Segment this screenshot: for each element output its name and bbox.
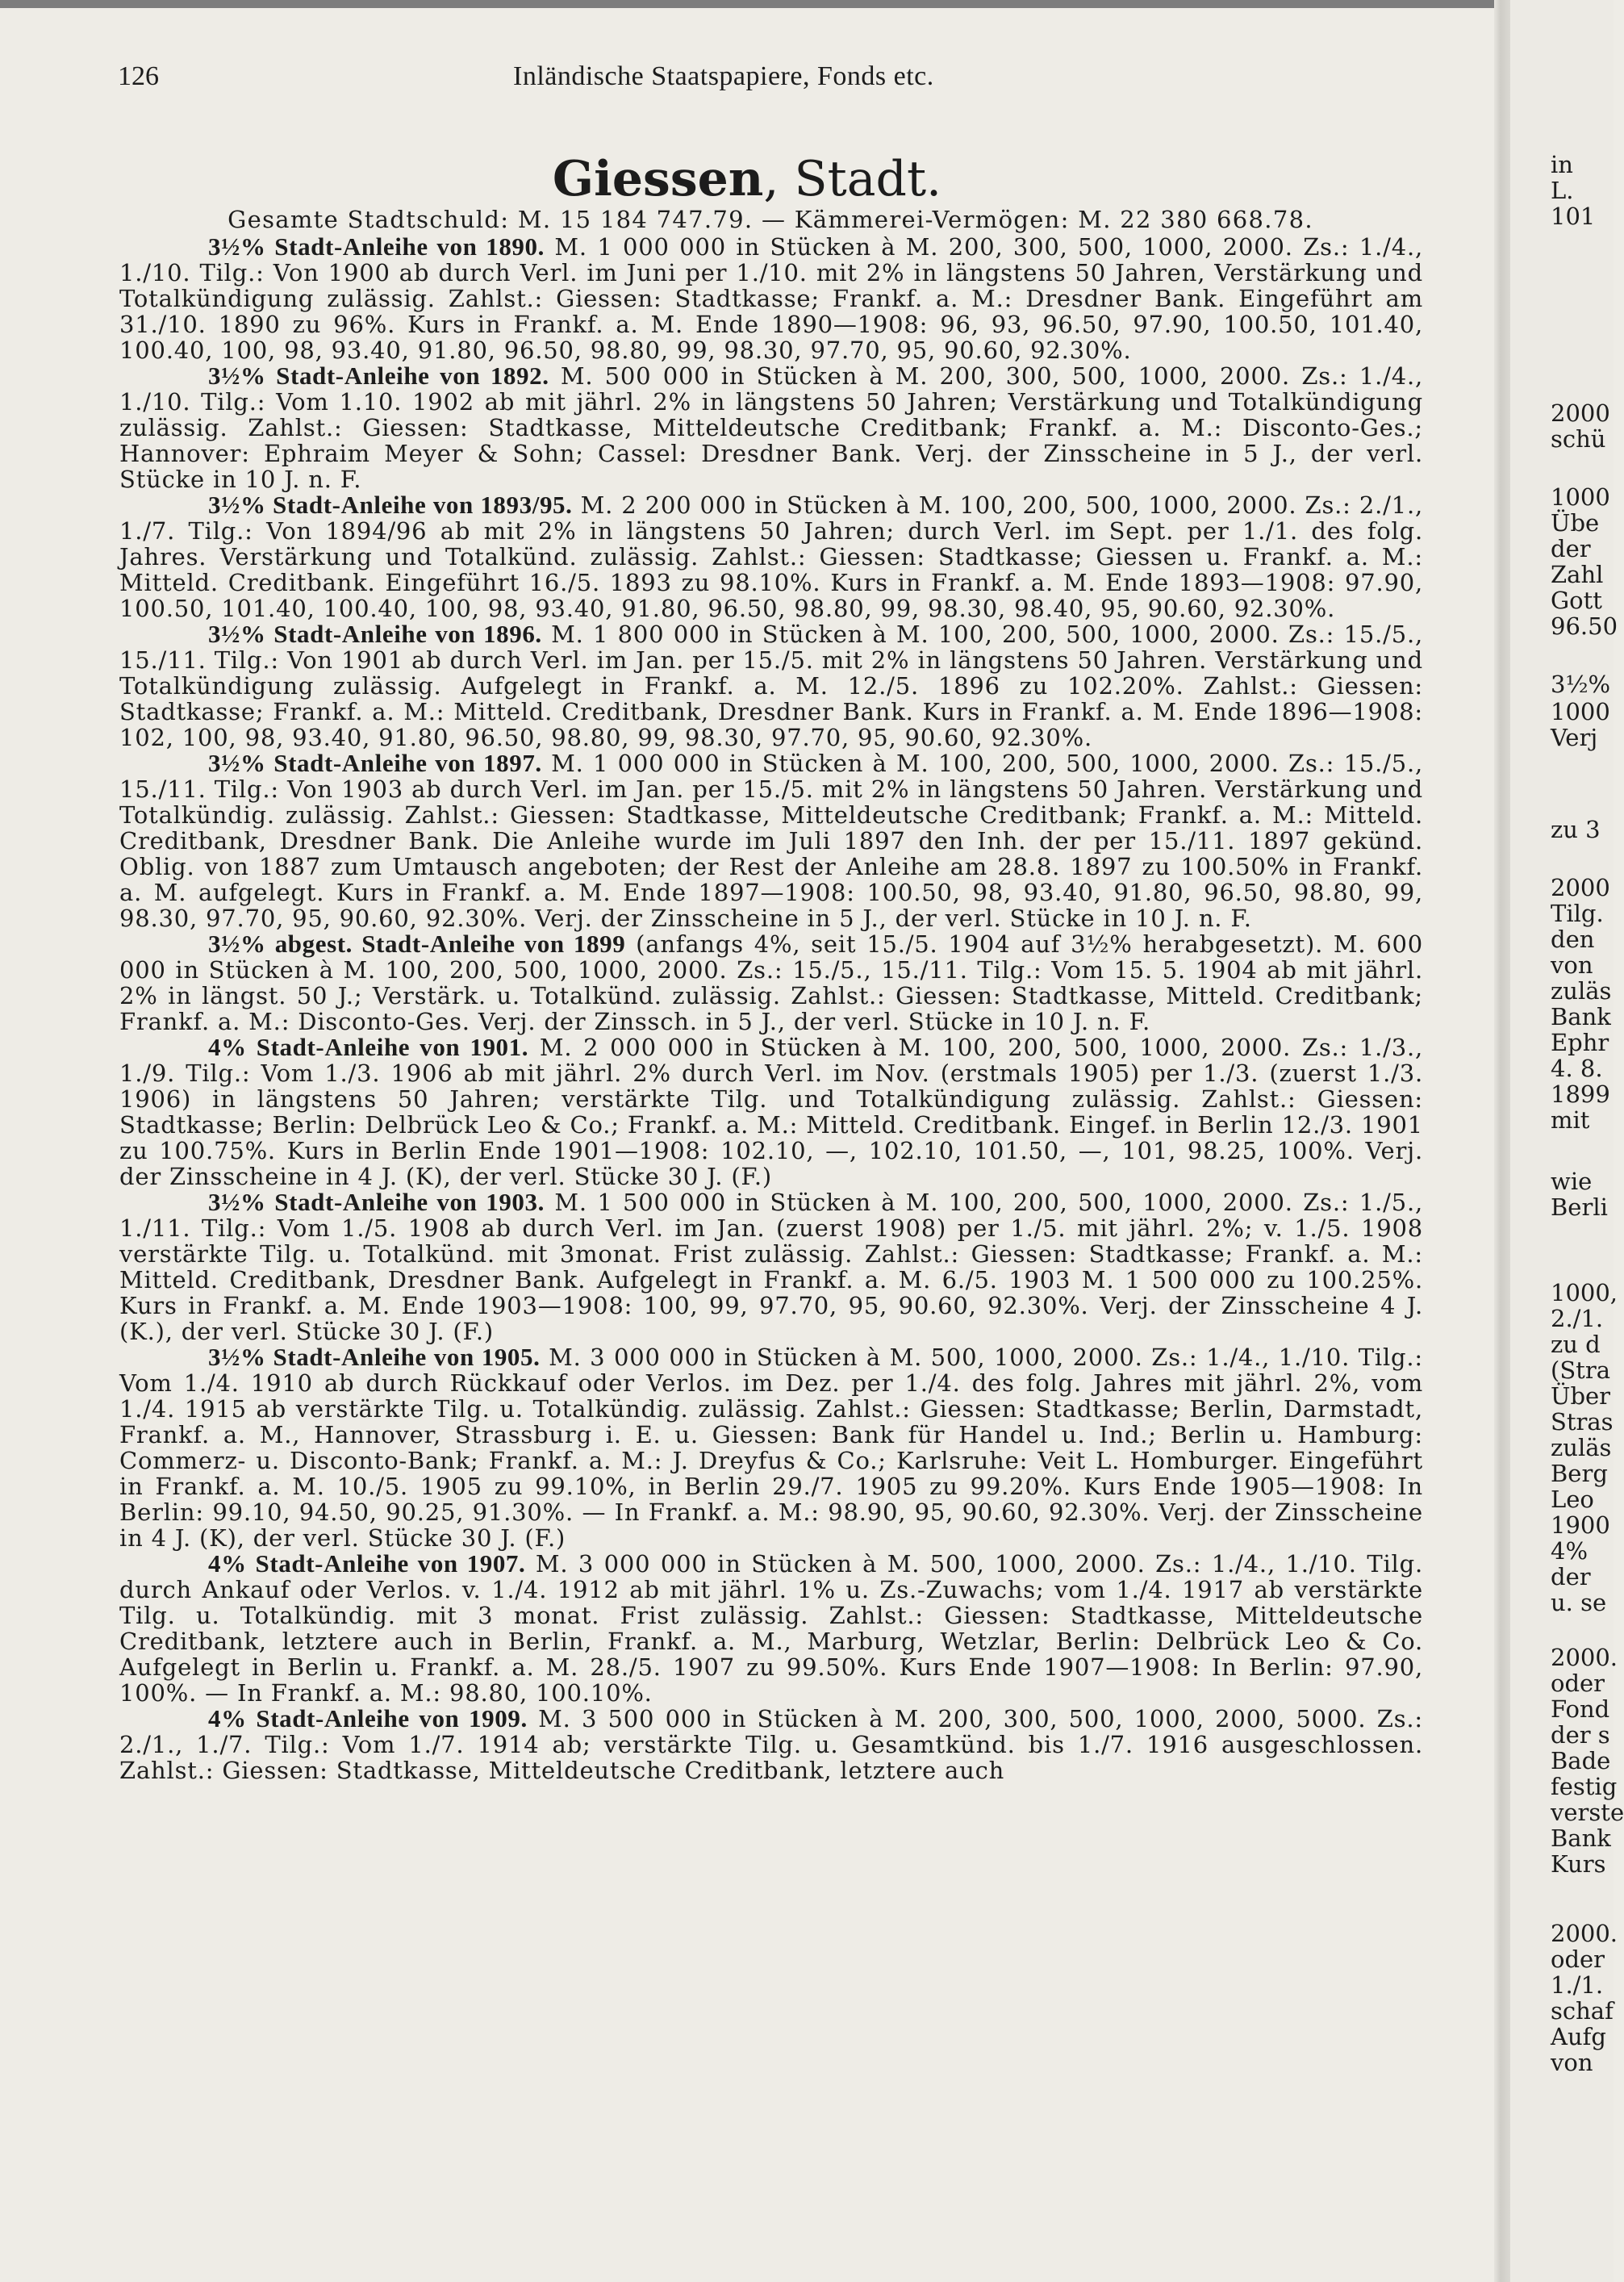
debt-summary: Gesamte Stadtschuld: M. 15 184 747.79. — Kämmerei-Vermögen: M. 22 380 668.78. <box>228 206 1313 233</box>
loan-text: M. 500 000 in Stücken à M. 200, 300, 500, 1000, 2000. Zs.: 1./4., 1./10. Tilg.: Vom 1.10. 1902 ab mit jährl. 2% in längstens 50 Jahren; Verstärkung und Totalkündigung zulässig. Zahlst.: Giessen: Stadtkasse, Mitteldeutsche Creditbank; Frankf. a. M.: Disconto-Ges.; Hannover: Ephraim Meyer & Sohn; Cassel: Dresdner Bank. Verj. der Zinsscheine in 5 J., der verl. Stücke in 10 J. n. F. <box>119 362 1423 493</box>
loan-entry <box>119 363 1423 492</box>
loan-entry <box>119 1344 1423 1551</box>
next-page-fragment: Gott <box>1551 587 1602 614</box>
loan-heading: 3½% Stadt-Anleihe von 1903. <box>208 1188 545 1216</box>
loan-entry <box>119 931 1423 1034</box>
section-title-city: Giessen <box>552 151 764 207</box>
loan-entry <box>119 234 1423 363</box>
next-page-fragment: 2./1. <box>1551 1305 1604 1332</box>
loan-entry <box>119 492 1423 621</box>
loan-entry <box>119 1706 1423 1783</box>
loan-text: M. 2 000 000 in Stücken à M. 100, 200, 500, 1000, 2000. Zs.: 1./3., 1./9. Tilg.: Vom 1./3. 1906 ab mit jährl. 2% durch Verl. im Nov. (erstmals 1905) per 1./3. (zuerst 1./3. 1906) in längstens 50 Jahren; verstärkte Tilg. und Totalkündigung zulässig. Zahlst.: Giessen: Stadtkasse; Berlin: Delbrück Leo & Co.; Frankf. a. M.: Mitteld. Creditbank. Eingef. in Berlin 12./3. 1901 zu 100.75%. Kurs in Berlin Ende 1901—1908: 102.10, —, 102.10, 101.50, —, 101, 98.25, 100%. Verj. der Zinsscheine in 4 J. (K), der verl. Stücke 30 J. (F.) <box>119 1034 1423 1190</box>
loan-heading: 3½% abgest. Stadt-Anleihe von 1899 <box>208 930 626 958</box>
next-page-fragment: festig <box>1551 1773 1618 1800</box>
loan-text: M. 1 000 000 in Stücken à M. 100, 200, 500, 1000, 2000. Zs.: 15./5., 15./11. Tilg.: Von 1903 ab durch Verl. im Jan. per 15./5. mit 2% in längstens 50 Jahren. Verstärkung und Totalkündig. zulässig. Zahlst.: Giessen: Stadtkasse, Mitteldeutsche Creditbank; Frankf. a. M.: Mitteld. Creditbank, Dresdner Bank. Die Anleihe wurde im Juli 1897 den Inh. der per 15./11. 1897 gekünd. Oblig. von 1887 zum Umtausch angeboten; der Rest der Anleihe am 28.8. 1897 zu 100.50% in Frankf. a. M. aufgelegt. Kurs in Frankf. a. M. Ende 1897—1908: 100.50, 98, 93.40, 91.80, 96.50, 98.80, 99, 98.30, 97.70, 95, 90.60, 92.30%. Verj. der Zinsscheine in 5 J., der verl. Stücke in 10 J. n. F. <box>119 750 1423 932</box>
running-head: Inländische Staatspapiere, Fonds etc. <box>513 61 934 91</box>
book-gutter <box>1494 0 1510 2282</box>
next-page-fragment: Berg <box>1551 1460 1608 1487</box>
section-title-suffix: , Stadt. <box>763 151 942 207</box>
loan-entry <box>119 1189 1423 1344</box>
next-page-fragment: Ephr <box>1551 1029 1609 1056</box>
next-page-fragment: zu 3 <box>1551 816 1601 843</box>
section-title <box>0 150 1494 208</box>
next-page-fragment: 101 <box>1551 203 1596 230</box>
next-page-fragment: von <box>1551 2049 1593 2076</box>
next-page-fragment: Kurs <box>1551 1850 1606 1878</box>
next-page-fragment: Bade <box>1551 1747 1611 1774</box>
loan-heading: 3½% Stadt-Anleihe von 1896. <box>208 620 542 648</box>
loan-text: M. 1 000 000 in Stücken à M. 200, 300, 500, 1000, 2000. Zs.: 1./4., 1./10. Tilg.: Von 1900 ab durch Verl. im Juni per 1./10. mit 2% in längstens 50 Jahren, Verstärkung und Totalkündigung zulässig. Zahlst.: Giessen: Stadtkasse; Frankf. a. M.: Dresdner Bank. Eingeführt am 31./10. 1890 zu 96%. Kurs in Frankf. a. M. Ende 1890—1908: 96, 93, 96.50, 97.90, 100.50, 101.40, 100.40, 100, 98, 93.40, 91.80, 96.50, 98.80, 99, 98.30, 97.70, 95, 90.60, 92.30%. <box>119 233 1423 364</box>
next-page-fragment: 1899 <box>1551 1080 1610 1108</box>
next-page-fragment: L. <box>1551 177 1574 204</box>
next-page-fragment: verste <box>1551 1799 1624 1826</box>
next-page-fragment: 4% <box>1551 1537 1589 1565</box>
loan-heading: 3½% Stadt-Anleihe von 1905. <box>208 1343 541 1371</box>
next-page-fragment: 1000 <box>1551 483 1610 511</box>
next-page-fragment: (Stra <box>1551 1356 1610 1384</box>
next-page-fragment: Aufg <box>1551 2023 1606 2050</box>
loan-heading: 3½% Stadt-Anleihe von 1890. <box>208 232 545 261</box>
loan-text: (anfangs 4%, seit 15./5. 1904 auf 3½% herabgesetzt). M. 600 000 in Stücken à M. 100, 200, 500, 1000, 2000. Zs.: 15./5., 15./11. Tilg.: Vom 15. 5. 1904 ab mit jährl. 2% in längst. 50 J.; Verstärk. u. Totalkünd. zulässig. Zahlst.: Giessen: Stadtkasse, Mitteld. Creditbank; Frankf. a. M.: Disconto-Ges. Verj. der Zinssch. in 5 J., der verl. Stücke in 10 J. n. F. <box>119 930 1423 1035</box>
next-page-fragment: Stras <box>1551 1408 1614 1436</box>
scan-top-edge <box>0 0 1614 8</box>
next-page-fragment: Leo <box>1551 1486 1594 1513</box>
loan-entry <box>119 1034 1423 1189</box>
next-page-fragment: 4. 8. <box>1551 1055 1603 1082</box>
next-page-fragment: Über <box>1551 1382 1611 1410</box>
next-page-fragment: 3½% <box>1551 671 1611 698</box>
loan-entry <box>119 1551 1423 1706</box>
next-page-fragment: in <box>1551 151 1573 178</box>
next-page-fragment: 96.50 <box>1551 612 1618 640</box>
next-page-fragment: zu d <box>1551 1331 1601 1358</box>
next-page-fragment: Tilg. <box>1551 900 1604 927</box>
next-page-fragment: 2000 <box>1551 874 1610 901</box>
loan-text: M. 2 200 000 in Stücken à M. 100, 200, 500, 1000, 2000. Zs.: 2./1., 1./7. Tilg.: Von 1894/96 ab mit 2% in längstens 50 Jahren; durch Verl. im Sept. per 1./1. des folg. Jahres. Verstärkung und Totalkünd. zulässig. Zahlst.: Giessen: Stadtkasse; Giessen u. Frankf. a. M.: Mitteld. Creditbank. Eingeführt 16./5. 1893 zu 98.10%. Kurs in Frankf. a. M. Ende 1893—1908: 97.90, 100.50, 101.40, 100.40, 100, 98, 93.40, 91.80, 96.50, 98.80, 99, 98.30, 98.40, 95, 90.60, 92.30%. <box>119 491 1423 622</box>
loan-text: M. 3 000 000 in Stücken à M. 500, 1000, 2000. Zs.: 1./4., 1./10. Tilg.: Vom 1./4. 1910 ab durch Rückkauf oder Verlos. im Dez. per 1./4. des folg. Jahres mit jährl. 2%, vom 1./4. 1915 ab verstärkte Tilg. u. Totalkündig. zulässig. Zahlst.: Giessen: Stadtkasse; Berlin, Darmstadt, Frankf. a. M., Hannover, Strassburg i. E. u. Giessen: Bank für Handel u. Ind.; Berlin u. Hamburg: Commerz- u. Disconto-Bank; Frankf. a. M.: J. Dreyfus & Co.; Karlsruhe: Veit L. Homburger. Eingeführt in Frankf. a. M. 10./5. 1905 zu 99.10%, in Berlin 29./7. 1905 zu 99.20%. Kurs Ende 1905—1908: In Berlin: 99.10, 94.50, 90.25, 91.30%. — In Frankf. a. M.: 98.90, 95, 90.60, 92.30%. Verj. der Zinsscheine in 4 J. (K), der verl. Stücke 30 J. (F.) <box>119 1344 1423 1552</box>
next-page-fragment: Berli <box>1551 1193 1608 1221</box>
next-page-fragment: 1000, <box>1551 1279 1618 1306</box>
next-page-fragment: Zahl <box>1551 561 1604 588</box>
loan-text: M. 3 500 000 in Stücken à M. 200, 300, 500, 1000, 2000, 5000. Zs.: 2./1., 1./7. Tilg.: Vom 1./7. 1914 ab; verstärkte Tilg. u. Gesamtkünd. bis 1./7. 1916 ausgeschlossen. Zahlst.: Giessen: Stadtkasse, Mitteldeutsche Creditbank, letztere auch <box>119 1705 1423 1784</box>
loan-text: M. 1 500 000 in Stücken à M. 100, 200, 500, 1000, 2000. Zs.: 1./5., 1./11. Tilg.: Vom 1./5. 1908 ab durch Verl. im Jan. (zuerst 1908) per 1./5. mit jährl. 2%; v. 1./5. 1908 verstärkte Tilg. u. Totalkünd. mit 3monat. Frist zulässig. Zahlst.: Giessen: Stadtkasse; Frankf. a. M.: Mitteld. Creditbank, Dresdner Bank. Aufgelegt in Frankf. a. M. 6./5. 1903 M. 1 500 000 zu 100.25%. Kurs in Frankf. a. M. Ende 1903—1908: 100, 99, 97.70, 95, 90.60, 92.30%. Verj. der Zinsscheine 4 J. (K.), der verl. Stücke 30 J. (F.) <box>119 1189 1423 1345</box>
next-page-fragment: oder <box>1551 1670 1605 1697</box>
loan-text: M. 3 000 000 in Stücken à M. 500, 1000, 2000. Zs.: 1./4., 1./10. Tilg. durch Ankauf oder Verlos. v. 1./4. 1912 ab mit jährl. 1% u. Zs.-Zuwachs; vom 1./4. 1917 ab verstärkte Tilg. u. Totalkündig. mit 3 monat. Frist zulässig. Zahlst.: Giessen: Stadtkasse, Mitteldeutsche Creditbank, letztere auch in Berlin, Frankf. a. M., Marburg, Wetzlar, Berlin: Delbrück Leo & Co. Aufgelegt in Berlin u. Frankf. a. M. 28./5. 1907 zu 99.50%. Kurs Ende 1907—1908: In Berlin: 97.90, 100%. — In Frankf. a. M.: 98.80, 100.10%. <box>119 1550 1424 1707</box>
next-page-fragment: 2000. <box>1551 1920 1618 1947</box>
next-page-fragment: mit <box>1551 1106 1590 1134</box>
next-page-fragment: 2000. <box>1551 1644 1618 1671</box>
next-page-fragment: 2000 <box>1551 399 1610 427</box>
loan-heading: 4% Stadt-Anleihe von 1909. <box>208 1704 528 1732</box>
next-page-fragment: 1000 <box>1551 698 1610 725</box>
next-page-fragment: von <box>1551 951 1593 979</box>
next-page-fragment: zuläs <box>1551 977 1612 1005</box>
loan-heading: 4% Stadt-Anleihe von 1907. <box>208 1549 526 1578</box>
next-page-fragment: der s <box>1551 1721 1610 1749</box>
next-page-fragment: u. se <box>1551 1589 1607 1616</box>
loan-heading: 3½% Stadt-Anleihe von 1893/95. <box>208 491 573 519</box>
next-page-margin <box>1551 0 1624 2282</box>
loan-entry <box>119 621 1423 750</box>
loan-text: M. 1 800 000 in Stücken à M. 100, 200, 500, 1000, 2000. Zs.: 15./5., 15./11. Tilg.: Von 1901 ab durch Verl. im Jan. per 15./5. mit 2% in längstens 50 Jahren. Verstärkung und Totalkündigung zulässig. Aufgelegt in Frankf. a. M. 12./5. 1896 zu 102.20%. Zahlst.: Giessen: Stadtkasse; Frankf. a. M.: Mitteld. Creditbank, Dresdner Bank. Kurs in Frankf. a. M. Ende 1896—1908: 102, 100, 98, 93.40, 91.80, 96.50, 98.80, 99, 98.30, 97.70, 95, 90.60, 92.30%. <box>119 621 1423 751</box>
loan-heading: 3½% Stadt-Anleihe von 1897. <box>208 749 542 777</box>
next-page-fragment: schaf <box>1551 1997 1614 2025</box>
next-page-fragment: der <box>1551 535 1591 562</box>
next-page-fragment: schü <box>1551 425 1606 453</box>
next-page-fragment: oder <box>1551 1946 1605 1973</box>
next-page-fragment: 1./1. <box>1551 1971 1604 1999</box>
loan-entry <box>119 750 1423 931</box>
next-page-fragment: Übe <box>1551 509 1600 537</box>
next-page-fragment: wie <box>1551 1168 1593 1195</box>
next-page-fragment: der <box>1551 1563 1591 1590</box>
next-page-fragment: Bank <box>1551 1824 1611 1852</box>
next-page-fragment: zuläs <box>1551 1434 1612 1461</box>
next-page-fragment: Verj <box>1551 724 1598 751</box>
loan-heading: 3½% Stadt-Anleihe von 1892. <box>208 362 549 390</box>
next-page-fragment: Fond <box>1551 1695 1610 1723</box>
loan-heading: 4% Stadt-Anleihe von 1901. <box>208 1033 529 1061</box>
next-page-fragment: den <box>1551 926 1595 953</box>
next-page-fragment: Bank <box>1551 1003 1611 1030</box>
page-number: 126 <box>118 61 159 91</box>
loan-entries <box>119 234 1423 1783</box>
next-page-fragment: 1900 <box>1551 1511 1610 1539</box>
